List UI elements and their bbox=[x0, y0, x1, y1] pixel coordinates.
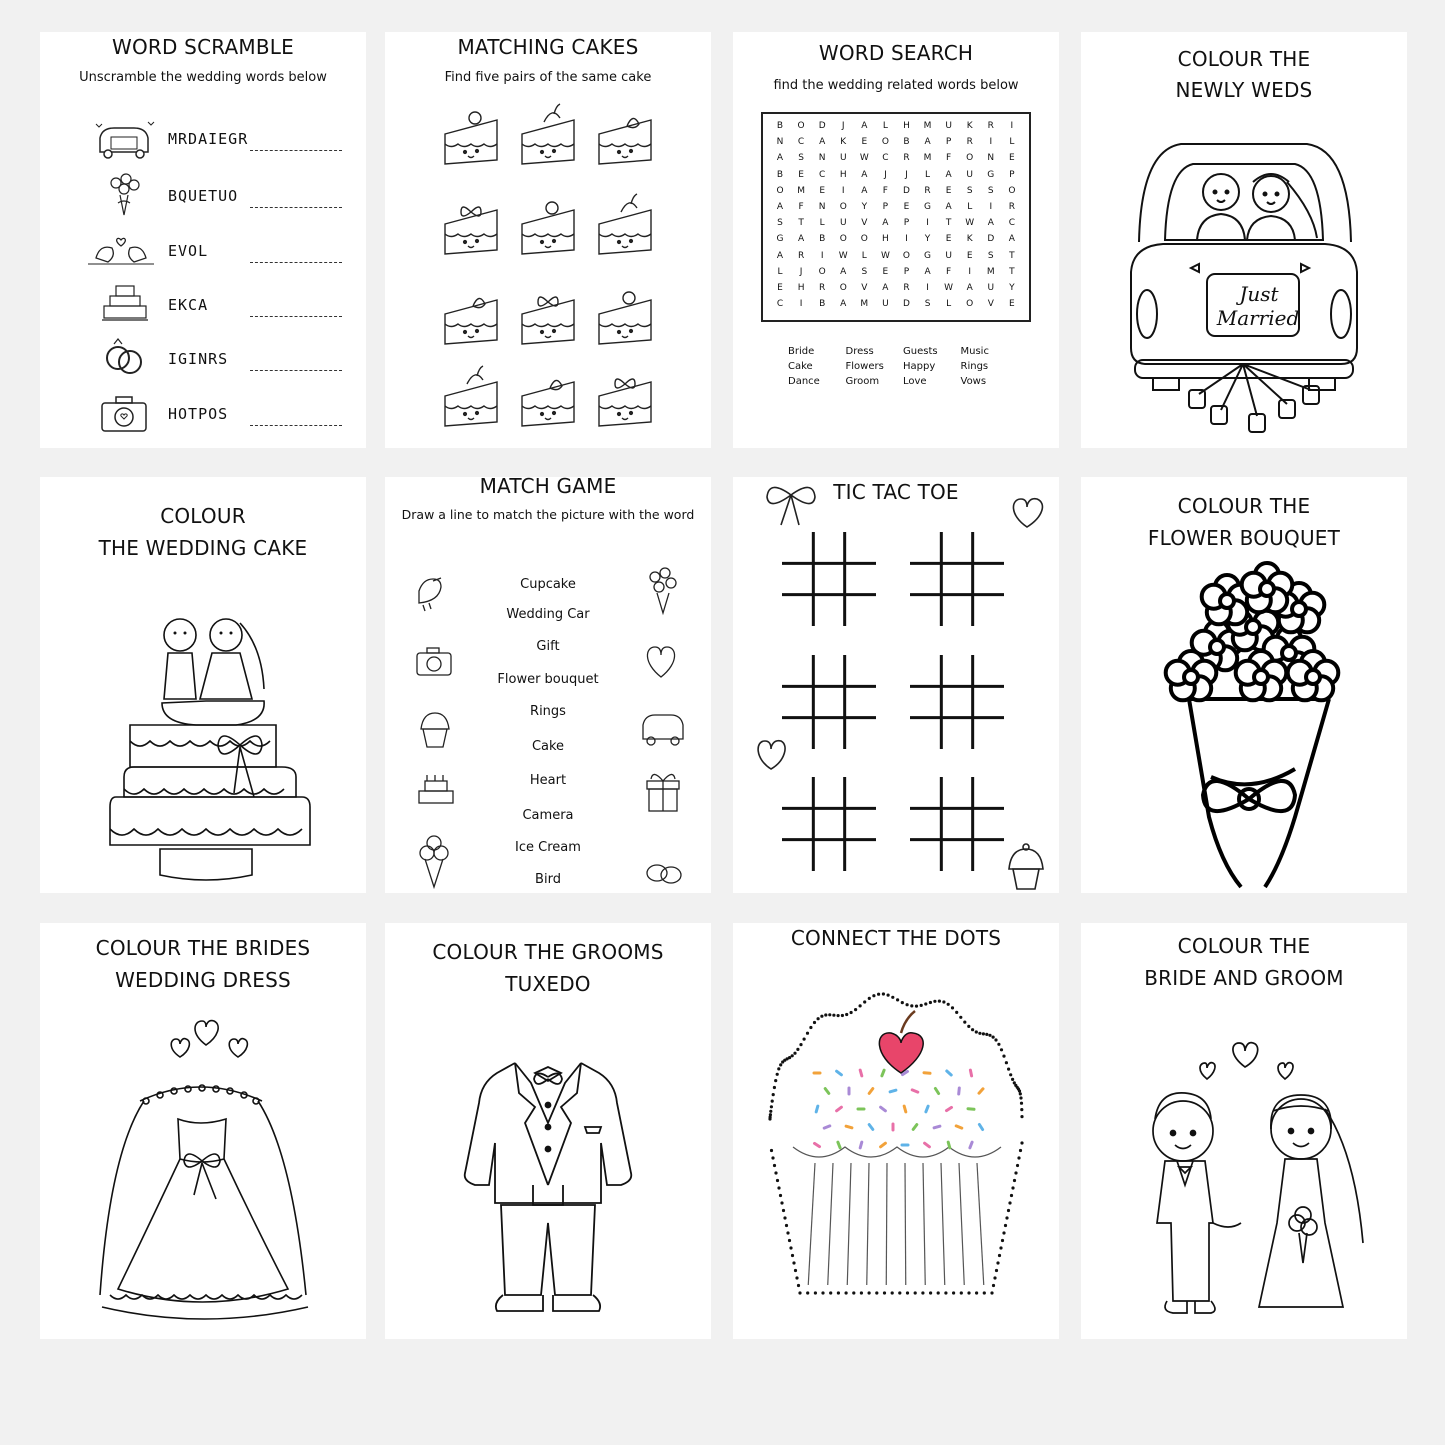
grid-row bbox=[763, 296, 1029, 312]
grid-letter[interactable]: A bbox=[861, 121, 868, 131]
word-scramble-page bbox=[40, 32, 366, 448]
grid-letter[interactable]: U bbox=[882, 299, 889, 310]
heart-icon bbox=[647, 647, 674, 677]
page-title-line1: COLOUR THE BRIDES bbox=[95, 936, 311, 960]
page-title-line2: NEWLY WEDS bbox=[1175, 78, 1313, 102]
grid-letter[interactable]: E bbox=[966, 250, 973, 261]
grid-letter[interactable]: A bbox=[861, 169, 868, 180]
grid-letter[interactable]: A bbox=[924, 266, 931, 277]
cake-slice-icon[interactable] bbox=[599, 194, 651, 254]
page-title-line2: FLOWER BOUQUET bbox=[1147, 526, 1341, 550]
grid-letter[interactable]: O bbox=[797, 121, 805, 131]
tuxedo-illustration bbox=[385, 923, 711, 1339]
page-title: TIC TAC TOE bbox=[833, 480, 959, 504]
grid-letter[interactable]: I bbox=[799, 299, 803, 310]
grid-letter[interactable]: N bbox=[818, 153, 826, 164]
grid-letter[interactable]: E bbox=[777, 282, 783, 293]
search-word: Vows bbox=[960, 376, 987, 387]
word-search-grid[interactable] bbox=[761, 112, 1031, 322]
grid-letter[interactable]: U bbox=[945, 250, 952, 261]
grid-letter[interactable]: G bbox=[924, 201, 932, 212]
search-word: Bride bbox=[788, 346, 815, 357]
page-subtitle: Unscramble the wedding words below bbox=[79, 70, 327, 85]
search-word: Dress bbox=[845, 346, 874, 357]
grid-letter[interactable]: U bbox=[839, 153, 847, 164]
grid-letter[interactable]: M bbox=[860, 299, 869, 310]
grid-letter[interactable]: I bbox=[841, 185, 845, 196]
grid-letter[interactable]: O bbox=[881, 137, 889, 148]
grid-letter[interactable]: S bbox=[777, 218, 783, 229]
match-word[interactable]: Bird bbox=[535, 872, 561, 887]
grid-letter[interactable]: F bbox=[946, 153, 952, 164]
grid-letter[interactable]: D bbox=[818, 121, 826, 131]
grid-letter[interactable]: A bbox=[882, 218, 889, 229]
grid-letter[interactable]: I bbox=[989, 201, 993, 212]
search-word: Guests bbox=[903, 346, 938, 357]
search-word: Flowers bbox=[845, 361, 884, 372]
grid-letter[interactable]: C bbox=[882, 153, 889, 164]
scramble-row bbox=[80, 177, 360, 217]
grid-row bbox=[763, 280, 1029, 296]
page-title: WORD SEARCH bbox=[818, 41, 974, 65]
tic-tac-toe-board[interactable] bbox=[910, 777, 1004, 871]
grid-letter[interactable]: N bbox=[776, 137, 784, 148]
match-game-page bbox=[385, 477, 711, 893]
grid-letter[interactable]: T bbox=[945, 218, 952, 229]
grid-letter[interactable]: A bbox=[776, 153, 784, 164]
grid-letter[interactable]: V bbox=[987, 299, 994, 310]
grid-letter[interactable]: A bbox=[1008, 234, 1015, 245]
grid-letter[interactable]: H bbox=[797, 282, 805, 293]
page-title-line2: THE WEDDING CAKE bbox=[98, 536, 308, 560]
search-word: Groom bbox=[845, 376, 880, 387]
grid-letter[interactable]: B bbox=[819, 234, 826, 245]
grid-letter[interactable]: O bbox=[839, 282, 847, 293]
grid-letter[interactable]: B bbox=[776, 169, 784, 180]
tic-tac-toe-board[interactable] bbox=[782, 777, 876, 871]
answer-line[interactable] bbox=[250, 425, 342, 426]
page-subtitle: find the wedding related words below bbox=[773, 78, 1019, 93]
bouquet-icon bbox=[650, 568, 676, 613]
scramble-row bbox=[80, 232, 360, 272]
cake-icon bbox=[94, 280, 154, 324]
search-word: Cake bbox=[788, 361, 813, 372]
flower-icon bbox=[1242, 563, 1293, 612]
bride-and-groom-page bbox=[1081, 923, 1407, 1339]
grid-letter[interactable]: L bbox=[946, 299, 952, 310]
grid-letter[interactable]: M bbox=[923, 153, 932, 164]
grid-letter[interactable]: J bbox=[799, 266, 803, 277]
grid-letter[interactable]: L bbox=[925, 169, 931, 180]
scramble-word: EVOL bbox=[168, 242, 209, 260]
grid-letter[interactable]: O bbox=[839, 234, 847, 245]
cake-slice-icon[interactable] bbox=[445, 207, 497, 254]
grid-letter[interactable]: O bbox=[776, 185, 784, 196]
grid-letter[interactable]: A bbox=[945, 169, 952, 180]
word-list bbox=[788, 346, 1018, 387]
grid-letter[interactable]: P bbox=[903, 218, 910, 229]
wedding-dress-illustration bbox=[40, 923, 366, 1339]
grid-letter[interactable]: S bbox=[987, 185, 994, 196]
grid-letter[interactable]: A bbox=[840, 266, 847, 277]
newly-weds-page bbox=[1081, 32, 1407, 448]
grid-letter[interactable]: D bbox=[903, 185, 910, 196]
grid-letter[interactable]: E bbox=[945, 185, 952, 196]
grid-letter[interactable]: W bbox=[944, 282, 954, 293]
grid-letter[interactable]: J bbox=[841, 121, 845, 131]
bouquet-icon bbox=[94, 173, 154, 217]
just-married-sign-line1: Just bbox=[1239, 282, 1279, 306]
grid-letter[interactable]: W bbox=[880, 250, 890, 261]
grid-letter[interactable]: O bbox=[966, 299, 974, 310]
grid-letter[interactable]: L bbox=[777, 266, 783, 277]
grid-letter[interactable]: O bbox=[1008, 185, 1016, 196]
match-word[interactable]: Wedding Car bbox=[506, 607, 590, 622]
cupcake-icon bbox=[1009, 844, 1043, 889]
grid-letter[interactable]: C bbox=[819, 169, 826, 180]
grid-letter[interactable]: D bbox=[903, 299, 910, 310]
grid-letter[interactable]: C bbox=[797, 137, 805, 148]
answer-line[interactable] bbox=[250, 150, 342, 151]
answer-line[interactable] bbox=[250, 370, 342, 371]
grid-letter[interactable]: I bbox=[820, 250, 824, 261]
grid-letter[interactable]: I bbox=[989, 137, 993, 148]
grid-letter[interactable]: A bbox=[819, 137, 826, 148]
grid-letter[interactable]: R bbox=[966, 137, 973, 148]
scramble-word: BQUETUO bbox=[168, 187, 239, 205]
grid-letter[interactable]: P bbox=[882, 201, 889, 212]
grid-letter[interactable]: E bbox=[903, 201, 910, 212]
grid-letter[interactable]: W bbox=[965, 218, 975, 229]
grid-letter[interactable]: S bbox=[987, 250, 994, 261]
grid-letter[interactable]: R bbox=[903, 282, 910, 293]
tic-tac-toe-board[interactable] bbox=[782, 655, 876, 749]
grid-letter[interactable]: A bbox=[924, 137, 931, 148]
grid-letter[interactable]: O bbox=[966, 153, 974, 164]
grid-letter[interactable]: I bbox=[926, 282, 929, 293]
answer-line[interactable] bbox=[250, 207, 342, 208]
grid-letter[interactable]: Y bbox=[1009, 282, 1015, 293]
grid-letter[interactable]: E bbox=[882, 266, 889, 277]
grid-letter[interactable]: B bbox=[819, 299, 826, 310]
scramble-word: IGINRS bbox=[168, 350, 229, 368]
grid-letter[interactable]: E bbox=[1009, 153, 1015, 164]
bow-icon bbox=[767, 487, 815, 525]
grid-letter[interactable]: F bbox=[946, 266, 952, 277]
grid-letter[interactable]: K bbox=[966, 234, 973, 245]
grid-letter[interactable]: L bbox=[882, 121, 888, 131]
grid-letter[interactable]: I bbox=[926, 218, 929, 229]
rings-icon bbox=[94, 336, 154, 376]
grid-letter[interactable]: I bbox=[905, 234, 908, 245]
grid-letter[interactable]: O bbox=[860, 234, 868, 245]
search-word: Music bbox=[960, 346, 989, 357]
grid-letter[interactable]: R bbox=[924, 185, 931, 196]
match-pictures bbox=[385, 477, 711, 893]
sprinkles bbox=[814, 1070, 983, 1148]
grid-letter[interactable]: K bbox=[966, 121, 973, 131]
grid-letter[interactable]: L bbox=[861, 250, 867, 261]
flower-bouquet-illustration bbox=[1081, 477, 1407, 893]
grid-letter[interactable]: G bbox=[987, 169, 995, 180]
grid-letter[interactable]: I bbox=[1010, 121, 1014, 131]
grid-letter[interactable]: G bbox=[924, 250, 932, 261]
tic-tac-toe-board[interactable] bbox=[782, 532, 876, 626]
camera-icon bbox=[94, 391, 154, 435]
grid-letter[interactable]: L bbox=[967, 201, 973, 212]
grid-letter[interactable]: C bbox=[776, 299, 784, 310]
grid-letter[interactable]: S bbox=[966, 185, 973, 196]
grid-row bbox=[763, 134, 1029, 150]
ice-cream-icon bbox=[420, 836, 448, 887]
wedding-car-illustration bbox=[1081, 32, 1407, 448]
grid-letter[interactable]: D bbox=[987, 234, 995, 245]
car-icon bbox=[643, 715, 683, 745]
page-title-line1: COLOUR THE bbox=[1177, 934, 1311, 958]
grid-letter[interactable]: W bbox=[859, 153, 869, 164]
grid-row bbox=[763, 118, 1029, 134]
grid-letter[interactable]: E bbox=[798, 169, 804, 180]
grid-row bbox=[763, 231, 1029, 247]
grid-letter[interactable]: O bbox=[902, 250, 911, 261]
grid-letter[interactable]: O bbox=[818, 266, 826, 277]
grid-letter[interactable]: M bbox=[986, 266, 995, 277]
grid-letter[interactable]: U bbox=[839, 218, 847, 229]
matching-cakes-page bbox=[385, 32, 711, 448]
match-word[interactable]: Cake bbox=[531, 739, 565, 754]
heart-icon bbox=[758, 741, 785, 769]
page-title: MATCH GAME bbox=[479, 477, 617, 498]
page-title-line2: BRIDE AND GROOM bbox=[1144, 966, 1344, 990]
grid-letter[interactable]: U bbox=[945, 121, 952, 131]
grid-letter[interactable]: O bbox=[839, 201, 847, 212]
grid-letter[interactable]: M bbox=[923, 121, 932, 131]
cake-grid bbox=[385, 32, 711, 448]
grid-letter[interactable]: A bbox=[987, 218, 994, 229]
tic-tac-toe-page bbox=[733, 477, 1059, 893]
grid-letter[interactable]: R bbox=[987, 121, 994, 131]
grid-letter[interactable]: Y bbox=[861, 201, 868, 212]
grid-letter[interactable]: A bbox=[840, 299, 847, 310]
grid-letter[interactable]: B bbox=[903, 137, 910, 148]
grid-letter[interactable]: L bbox=[1009, 137, 1015, 148]
grid-letter[interactable]: I bbox=[968, 266, 972, 277]
cake-slice-icon[interactable] bbox=[599, 118, 651, 164]
search-word: Dance bbox=[788, 376, 820, 387]
grid-letter[interactable]: U bbox=[987, 282, 995, 293]
grid-letter[interactable]: S bbox=[924, 299, 931, 310]
connect-the-dots-page bbox=[733, 923, 1059, 1339]
wedding-dress-page bbox=[40, 923, 366, 1339]
cake-slice-icon[interactable] bbox=[522, 297, 574, 344]
grid-letter[interactable]: A bbox=[882, 282, 889, 293]
heart-icon bbox=[1013, 499, 1042, 527]
cake-slice-icon[interactable] bbox=[445, 298, 497, 344]
grid-letter[interactable]: J bbox=[884, 169, 887, 180]
flower-bouquet-page bbox=[1081, 477, 1407, 893]
tic-tac-toe-board[interactable] bbox=[910, 655, 1004, 749]
grid-letter[interactable]: E bbox=[861, 137, 868, 148]
grid-letter[interactable]: V bbox=[861, 218, 868, 229]
wrapper-lines bbox=[808, 1163, 984, 1285]
match-word[interactable]: Cupcake bbox=[520, 577, 576, 592]
bird-icon bbox=[419, 578, 441, 611]
grid-row bbox=[763, 150, 1029, 166]
grid-letter[interactable]: C bbox=[1008, 218, 1015, 229]
search-word: Happy bbox=[903, 361, 936, 372]
word-search-page bbox=[733, 32, 1059, 448]
grid-letter[interactable]: N bbox=[818, 201, 826, 212]
page-title-line1: COLOUR bbox=[160, 504, 246, 528]
grid-row bbox=[763, 248, 1029, 264]
just-married-sign-line2: Married bbox=[1216, 306, 1300, 330]
scramble-row bbox=[80, 340, 360, 380]
rings-icon bbox=[647, 865, 681, 883]
grid-letter[interactable]: A bbox=[776, 250, 784, 261]
page-title: CONNECT THE DOTS bbox=[790, 926, 1002, 950]
scramble-row bbox=[80, 120, 360, 160]
grid-letter[interactable]: H bbox=[839, 169, 847, 180]
grid-letter[interactable]: A bbox=[797, 234, 805, 245]
grid-letter[interactable]: E bbox=[945, 234, 952, 245]
grid-letter[interactable]: T bbox=[1009, 250, 1015, 261]
grid-row bbox=[763, 199, 1029, 215]
grid-letter[interactable]: W bbox=[838, 250, 848, 261]
grid-row bbox=[763, 264, 1029, 280]
grid-letter[interactable]: E bbox=[1009, 299, 1015, 310]
bride-and-groom-illustration bbox=[1081, 923, 1407, 1339]
grid-letter[interactable]: G bbox=[776, 234, 784, 245]
grid-letter[interactable]: J bbox=[905, 169, 908, 180]
grid-letter[interactable]: P bbox=[903, 266, 910, 277]
cake-slice-icon[interactable] bbox=[445, 366, 497, 426]
grid-letter[interactable]: S bbox=[861, 266, 868, 277]
page-title-line2: WEDDING DRESS bbox=[115, 968, 291, 992]
cake-slice-icon[interactable] bbox=[445, 112, 497, 164]
answer-line[interactable] bbox=[250, 262, 342, 263]
search-word: Rings bbox=[960, 361, 989, 372]
page-subtitle: Draw a line to match the picture with the word bbox=[401, 507, 695, 522]
grid-letter[interactable]: Y bbox=[924, 234, 931, 245]
match-word[interactable]: Flower bouquet bbox=[497, 672, 599, 687]
scramble-word: MRDAIEGR bbox=[168, 130, 249, 148]
grid-letter[interactable]: R bbox=[1008, 201, 1015, 212]
grid-letter[interactable]: T bbox=[798, 218, 804, 229]
match-word[interactable]: Rings bbox=[530, 704, 566, 719]
tuxedo-page bbox=[385, 923, 711, 1339]
cake-icon bbox=[419, 775, 453, 803]
grid-letter[interactable]: H bbox=[882, 234, 889, 245]
match-word[interactable]: Ice Cream bbox=[515, 840, 581, 855]
camera-icon bbox=[417, 648, 451, 675]
grid-row bbox=[763, 215, 1029, 231]
tic-tac-toe-board[interactable] bbox=[910, 532, 1004, 626]
page-title-line1: COLOUR THE GROOMS bbox=[432, 940, 664, 964]
grid-letter[interactable]: R bbox=[903, 153, 910, 164]
grid-letter[interactable]: S bbox=[798, 153, 804, 164]
match-word[interactable]: Camera bbox=[522, 808, 574, 823]
cupcake-icon bbox=[421, 713, 449, 747]
scramble-row bbox=[80, 286, 360, 326]
cupcake-dot-illustration[interactable] bbox=[733, 923, 1059, 1339]
grid-letter[interactable]: V bbox=[861, 282, 868, 293]
grid-letter[interactable]: L bbox=[819, 218, 825, 229]
page-title: WORD SCRAMBLE bbox=[112, 35, 294, 59]
grid-row bbox=[763, 183, 1029, 199]
grid-letter[interactable]: P bbox=[1009, 169, 1015, 180]
grid-letter[interactable]: A bbox=[776, 201, 784, 212]
car-icon bbox=[94, 120, 154, 160]
grid-letter[interactable]: M bbox=[797, 185, 805, 196]
grid-letter[interactable]: K bbox=[840, 137, 847, 148]
grid-letter[interactable]: E bbox=[819, 185, 825, 196]
grid-letter[interactable]: P bbox=[945, 137, 952, 148]
page-title: MATCHING CAKES bbox=[457, 35, 639, 59]
grid-letter[interactable]: A bbox=[966, 282, 973, 293]
grid-letter[interactable]: R bbox=[797, 250, 805, 261]
cake-slice-icon[interactable] bbox=[599, 292, 651, 344]
grid-letter[interactable]: A bbox=[945, 201, 952, 212]
page-subtitle: Find five pairs of the same cake bbox=[444, 70, 652, 85]
grid-letter[interactable]: R bbox=[819, 282, 826, 293]
cake-slice-icon[interactable] bbox=[522, 202, 574, 254]
scramble-word: EKCA bbox=[168, 296, 209, 314]
grid-letter[interactable]: U bbox=[966, 169, 973, 180]
grid-letter[interactable]: A bbox=[861, 185, 868, 196]
wedding-cake-page bbox=[40, 477, 366, 893]
grid-letter[interactable]: F bbox=[798, 201, 804, 212]
grid-letter[interactable]: H bbox=[903, 121, 910, 131]
grid-row bbox=[763, 167, 1029, 183]
grid-letter[interactable]: N bbox=[987, 153, 995, 164]
scramble-row bbox=[80, 395, 360, 435]
cake-slice-icon[interactable] bbox=[522, 380, 574, 426]
match-word[interactable]: Heart bbox=[529, 773, 567, 788]
match-word[interactable]: Gift bbox=[536, 639, 560, 654]
cake-slice-icon[interactable] bbox=[522, 104, 574, 164]
wedding-cake-illustration bbox=[40, 477, 366, 893]
grid-letter[interactable]: T bbox=[1009, 266, 1015, 277]
grid-letter[interactable]: B bbox=[776, 121, 784, 131]
cake-slice-icon[interactable] bbox=[599, 379, 651, 426]
love-birds-icon bbox=[88, 232, 158, 268]
cherry-icon bbox=[879, 1011, 923, 1073]
gift-icon bbox=[647, 774, 679, 811]
grid-letter[interactable]: F bbox=[882, 185, 888, 196]
tic-tac-toe-boards[interactable] bbox=[733, 477, 1059, 893]
page-title-line1: COLOUR THE bbox=[1177, 47, 1311, 71]
page-title-line2: TUXEDO bbox=[505, 972, 591, 996]
search-word: Love bbox=[903, 376, 927, 387]
page-title-line1: COLOUR THE bbox=[1177, 494, 1311, 518]
scramble-word: HOTPOS bbox=[168, 405, 229, 423]
answer-line[interactable] bbox=[250, 316, 342, 317]
